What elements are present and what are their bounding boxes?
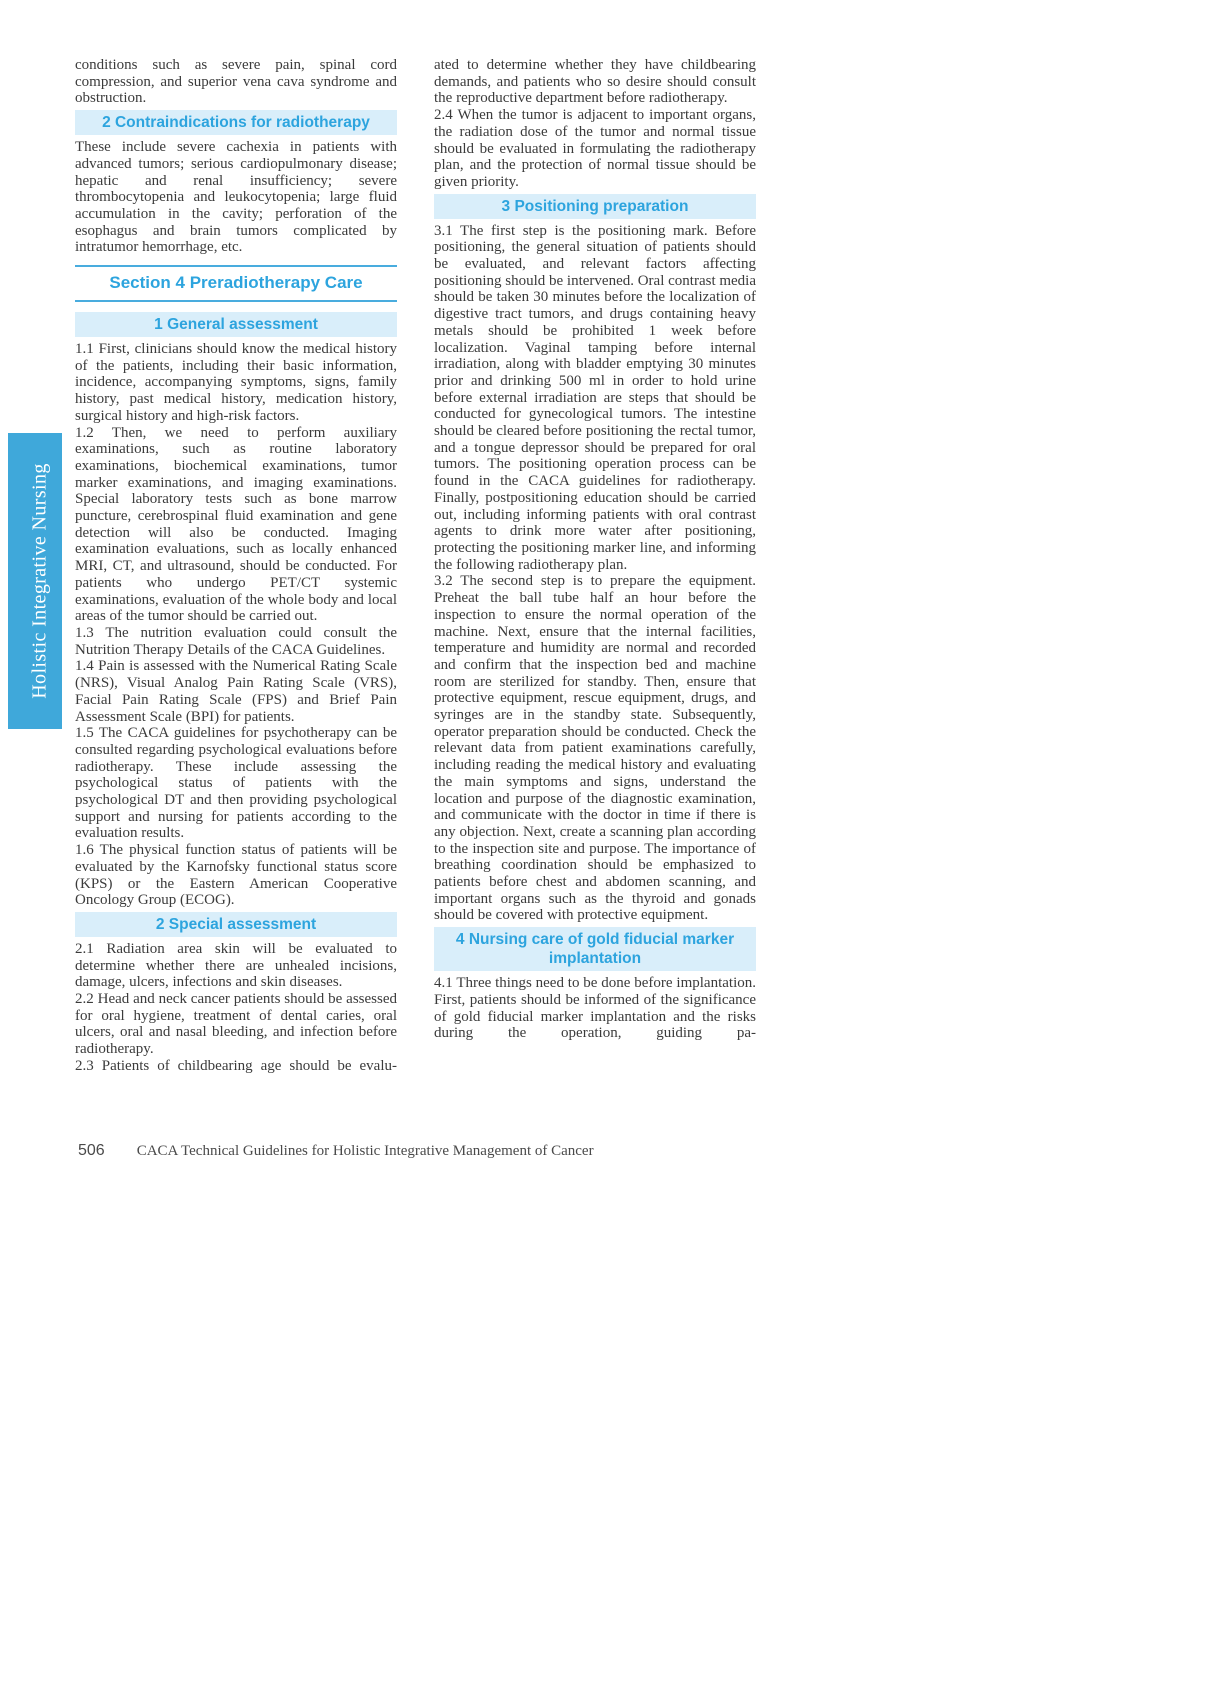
paragraph-2-3-start: 2.3 Patients of childbearing age should be evalu- <box>75 1057 397 1074</box>
paragraph-1-3: 1.3 The nutrition evaluation could consult the Nutrition Therapy Details of the CACA Guidelines. <box>75 624 397 658</box>
left-column <box>75 57 397 1075</box>
sidebar-tab <box>8 433 62 729</box>
section-heading-preradiotherapy-care: Section 4 Preradiotherapy Care <box>75 265 397 302</box>
page-footer <box>78 1142 594 1160</box>
paragraph-3-1: 3.1 The first step is the positioning mark. Before positioning, the general situation of patients should be evaluated, and relevant factors affecting positioning should be intervened. Oral contrast media should be taken 30 minutes before the localization of digestive tract tumors, and drugs containing heavy metals should be prohibited 1 week before localization. Vaginal tamping before internal irradiation, along with bladder emptying 30 minutes prior and drinking 500 ml in order to hold urine before external irradiation are steps that should be conducted for gynecological tumors. The intestine should be cleared before positioning the rectal tumor, and a tongue depressor should be prepared for oral tumors. The positioning operation process can be found in the CACA guidelines for radiotherapy. Finally, postpositioning education should be carried out, including informing patients with oral contrast agents to drink more water after positioning, protecting the positioning marker line, and informing the following radiotherapy plan. <box>434 222 757 573</box>
paragraph-4-1: 4.1 Three things need to be done before implantation. First, patients should be informed of the significance of gold fiducial marker implantation and the risks during the operation, guiding pa- <box>434 975 756 1042</box>
paragraph-2-3-continued: ated to determine whether they have childbearing demands, and patients who so desire should consult the reproductive department before radiotherapy. <box>434 57 756 107</box>
page-number: 506 <box>78 1142 105 1159</box>
subsection-heading-general-assessment: 1 General assessment <box>75 312 397 337</box>
running-footer-title: CACA Technical Guidelines for Holistic Integrative Management of Cancer <box>136 1143 594 1159</box>
right-column <box>434 57 756 1075</box>
paragraph-2-2: 2.2 Head and neck cancer patients should be assessed for oral hygiene, treatment of dental caries, oral ulcers, oral and nasal bleeding, and infection before radiotherapy. <box>75 991 397 1058</box>
paragraph-3-2: 3.2 The second step is to prepare the equipment. Preheat the ball tube half an hour before the inspection to ensure the normal operation of the machine. Next, ensure that the internal facilities, temperature and humidity are normal and recorded and confirm that the inspection bed and machine room are sterilized for standby. Then, ensure that protective equipment, rescue equipment, drugs, and syringes are in the standby state. Subsequently, operator preparation should be conducted. Check the relevant data from patient examinations carefully, including reading the medical history and evaluating the main symptoms and signs, understand the location and purpose of the diagnostic examination, and communicate with the doctor in time if there is any objection. Next, create a scanning plan according to the inspection site and purpose. The importance of breathing coordination should be emphasized to patients before chest and abdomen scanning, and important organs such as the thyroid and gonads should be covered with protective equipment. <box>434 573 756 924</box>
paragraph-1-2: 1.2 Then, we need to perform auxiliary examinations, such as routine laboratory examinations, biochemical examinations, tumor marker examinations, and imaging examinations. Special laboratory tests such as bone marrow puncture, cerebrospinal fluid examination and gene detection will also be conducted. Imaging examination evaluations, such as locally enhanced MRI, CT, and ultrasound, should be conducted. For patients who undergo PET/CT systemic examinations, evaluation of the whole body and local areas of the tumor should be carried out. <box>75 424 397 625</box>
subsection-heading-positioning-preparation: 3 Positioning preparation <box>434 194 756 219</box>
paragraph-1-6: 1.6 The physical function status of patients will be evaluated by the Karnofsky functional status score (KPS) or the Eastern American Cooperative Oncology Group (ECOG). <box>75 842 397 909</box>
paragraph-contraindications-continued: conditions such as severe pain, spinal cord compression, and superior vena cava syndrome and obstruction. <box>75 57 397 107</box>
paragraph-1-5: 1.5 The CACA guidelines for psychotherapy can be consulted regarding psychological evaluations before radiotherapy. These include assessing the psychological status of patients with the psychological DT and then providing psychological support and nursing for patients according to the evaluation results. <box>75 725 397 842</box>
subsection-heading-contraindications: 2 Contraindications for radiotherapy <box>75 110 397 135</box>
paragraph-2-1: 2.1 Radiation area skin will be evaluated to determine whether there are unhealed incisions, damage, ulcers, infections and skin diseases. <box>75 940 397 991</box>
paragraph-contraindications: These include severe cachexia in patients with advanced tumors; serious cardiopulmonary disease; hepatic and renal insufficiency; severe thrombocytopenia and leukocytopenia; large fluid accumulation in the cavity; perforation of the esophagus and brain tumors complicated by intratumor hemorrhage, etc. <box>75 139 397 256</box>
paragraph-2-4: 2.4 When the tumor is adjacent to important organs, the radiation dose of the tumor and normal tissue should be evaluated in formulating the radiotherapy plan, and the protection of normal tissue should be given priority. <box>434 107 756 190</box>
subsection-heading-special-assessment: 2 Special assessment <box>75 912 397 937</box>
paragraph-1-4: 1.4 Pain is assessed with the Numerical Rating Scale (NRS), Visual Analog Pain Rating Scale (VRS), Facial Pain Rating Scale (FPS) and Brief Pain Assessment Scale (BPI) for patients. <box>75 658 397 725</box>
subsection-heading-gold-fiducial-marker: 4 Nursing care of gold fiducial marker implantation <box>434 927 756 971</box>
sidebar-tab-label: Holistic Integrative Nursing <box>28 463 51 699</box>
paragraph-1-1: 1.1 First, clinicians should know the medical history of the patients, including their basic information, incidence, accompanying symptoms, signs, family history, past medical history, medication history, surgical history and high-risk factors. <box>75 341 397 424</box>
text-columns <box>75 57 756 1075</box>
